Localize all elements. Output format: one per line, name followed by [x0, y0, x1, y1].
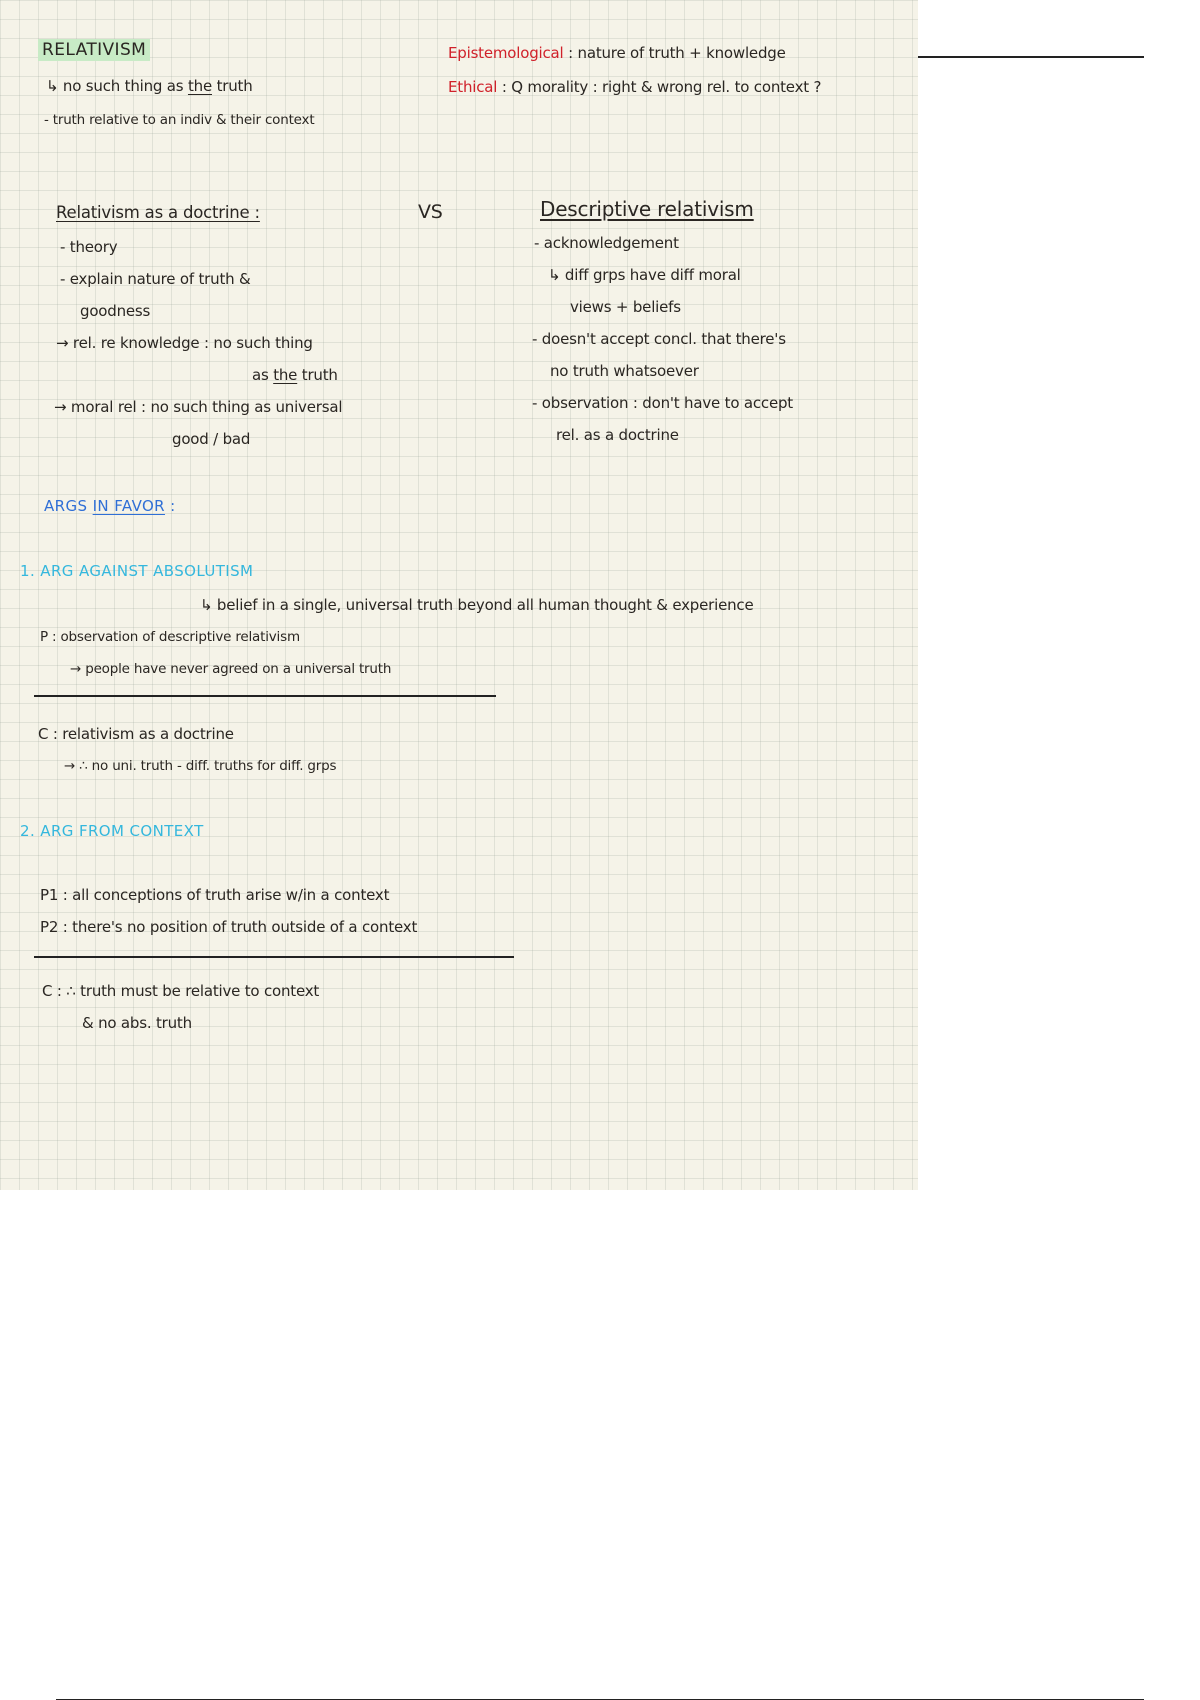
ethical-label: Ethical	[448, 78, 498, 96]
arg1-conclusion: C : relativism as a doctrine	[38, 725, 234, 743]
intro-line-1-prefix: ↳ no such thing as	[46, 77, 188, 95]
descriptive-item-3b: no truth whatsoever	[550, 362, 699, 380]
descriptive-item-2b: views + beliefs	[570, 298, 681, 316]
descriptive-heading: Descriptive relativism	[540, 197, 754, 221]
args-heading	[44, 497, 176, 515]
arg1-premise-sub: → people have never agreed on a universal truth	[70, 661, 392, 677]
arg2-conclusion-rule	[34, 956, 514, 958]
doctrine-item-3b-the: the	[273, 366, 298, 384]
arg1-conclusion-rule	[34, 695, 496, 697]
arg2-premise-2: P2 : there's no position of truth outside of a context	[40, 918, 418, 936]
doctrine-item-3b	[252, 366, 338, 384]
vs-label: VS	[418, 201, 443, 223]
arg2-conclusion: C : ∴ truth must be relative to context	[42, 982, 320, 1000]
doctrine-heading: Relativism as a doctrine :	[56, 203, 260, 222]
arg1-title: 1. ARG AGAINST ABSOLUTISM	[20, 562, 254, 580]
arg1-conclusion-sub: → ∴ no uni. truth - diff. truths for diff. grps	[64, 758, 337, 774]
epistemological-text: : nature of truth + knowledge	[563, 44, 786, 62]
title-highlight: RELATIVISM	[38, 39, 150, 61]
args-heading-infavor: IN FAVOR	[92, 497, 166, 515]
descriptive-item-4b: rel. as a doctrine	[556, 426, 679, 444]
descriptive-item-4a: - observation : don't have to accept	[532, 394, 793, 412]
top-right-rule	[918, 56, 1144, 58]
doctrine-item-2b: goodness	[80, 302, 151, 320]
epistemological-line	[448, 44, 786, 62]
title	[38, 40, 150, 60]
args-heading-suffix: :	[165, 497, 176, 515]
ethical-line	[448, 78, 821, 96]
doctrine-item-3b-suffix: truth	[297, 366, 338, 384]
doctrine-item-3b-prefix: as	[252, 366, 274, 384]
intro-line-1-suffix: truth	[212, 77, 253, 95]
arg1-definition: ↳ belief in a single, universal truth beyond all human thought & experience	[200, 596, 754, 614]
intro-line-1	[46, 77, 253, 95]
intro-line-2: - truth relative to an indiv & their context	[44, 112, 315, 128]
args-heading-prefix: ARGS	[44, 497, 93, 515]
descriptive-item-3a: - doesn't accept concl. that there's	[532, 330, 786, 348]
doctrine-item-2a: - explain nature of truth &	[60, 270, 251, 288]
doctrine-item-1: - theory	[60, 238, 118, 256]
descriptive-item-2a: ↳ diff grps have diff moral	[548, 266, 741, 284]
epistemological-label: Epistemological	[448, 44, 564, 62]
arg1-premise: P : observation of descriptive relativism	[40, 629, 300, 645]
descriptive-item-1: - acknowledgement	[534, 234, 679, 252]
arg2-conclusion-sub: & no abs. truth	[82, 1014, 192, 1032]
intro-line-1-the: the	[187, 77, 212, 95]
doctrine-item-3a: → rel. re knowledge : no such thing	[56, 334, 313, 352]
arg2-premise-1: P1 : all conceptions of truth arise w/in a context	[40, 886, 390, 904]
doctrine-item-4b: good / bad	[172, 430, 251, 448]
doctrine-item-4a: → moral rel : no such thing as universal	[54, 398, 343, 416]
ethical-text: : Q morality : right & wrong rel. to context ?	[497, 78, 822, 96]
arg2-title: 2. ARG FROM CONTEXT	[20, 822, 204, 840]
